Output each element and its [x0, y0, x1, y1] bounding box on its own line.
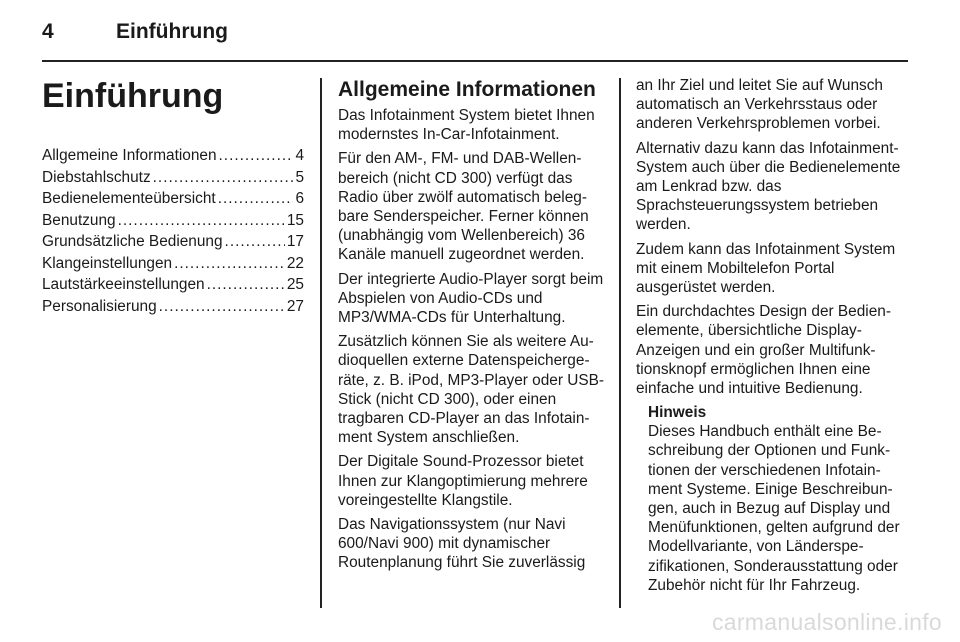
- toc-entry-label: Grundsätzliche Bedienung: [42, 233, 223, 250]
- body-paragraph: an Ihr Ziel und leitet Sie auf Wunsch automatisch an Verkehrsstaus oder anderen Verkehrsproblemen vorbei.: [636, 77, 883, 133]
- body-paragraph: Der integrierte Audio-Player sorgt beim Abspielen von Audio-CDs und MP3/WMA-CDs für Unterhaltung.: [338, 270, 604, 327]
- toc-entry-page: 17: [286, 233, 304, 250]
- toc-entry-page: 27: [286, 297, 304, 315]
- body-column-middle: [338, 76, 606, 578]
- toc-entry-label: Personalisierung: [42, 297, 157, 315]
- body-paragraph: Alternativ dazu kann das Infotainment-System auch über die Bedienelemente am Lenkrad bzw. das Sprachsteuerungssystem betrieben werden.: [636, 139, 901, 234]
- note-box: [648, 403, 908, 595]
- body-paragraph: Das Navigationssystem (nur Navi 600/Navi 900) mit dynamischer Routenplanung führt Sie zuverlässig: [338, 516, 586, 572]
- page-number: 4: [42, 20, 54, 43]
- toc-entry-label: Benutzung: [42, 211, 116, 229]
- toc-leader: [225, 232, 285, 251]
- body-column-right: [636, 76, 908, 595]
- note-text: Dieses Handbuch enthält eine Beschreibung der Optionen und Funktionen der verschiedenen Infotainment Systeme. Einige Beschreibungen, auch in Bezug auf Display und Menüfunktionen, gelten aufgrund der Modellvariante, von Länderspezifikationen, Sonderausstattung oder Zubehör nicht für Ihr Fahrzeug.: [648, 423, 900, 594]
- note-title: Hinweis: [648, 404, 707, 422]
- header-rule: [42, 60, 908, 62]
- body-paragraph: Zudem kann das Infotainment System mit einem Mobiltelefon Portal ausgerüstet werden.: [636, 240, 896, 297]
- table-of-contents: [42, 146, 304, 318]
- toc-entry-page: 25: [286, 276, 304, 293]
- column-divider-2: [619, 78, 621, 608]
- section-title: Allgemeine Informationen: [338, 78, 596, 101]
- body-paragraph: Für den AM-, FM- und DAB-Wellenbereich (nicht CD 300) verfügt das Radio über zwölf automatisch belegbare Senderspeicher. Ferner können (unabhängig vom Wellenbereich) 36 Kanäle manuell zugeordnet werden.: [338, 150, 589, 264]
- page-header: [0, 0, 960, 62]
- toc-entry[interactable]: [42, 275, 304, 297]
- toc-entry[interactable]: [42, 254, 304, 276]
- toc-entry-page: 4: [295, 147, 304, 164]
- toc-entry-label: Klangeinstellungen: [42, 254, 173, 272]
- toc-leader: [207, 275, 285, 294]
- toc-entry-page: 22: [286, 254, 304, 272]
- toc-column: [42, 76, 304, 318]
- body-paragraph: Zusätzlich können Sie als weitere Audioquellen externe Datenspeichergeräte, z. B. iPod, MP3-Player oder USB-Stick (nicht CD 300), oder einen tragbaren CD-Player an das Infotainment System anschließen.: [338, 333, 605, 447]
- toc-entry-page: 15: [286, 211, 304, 229]
- toc-entry-label: Diebstahlschutz: [42, 168, 151, 186]
- toc-entry[interactable]: [42, 168, 304, 190]
- body-paragraph: Das Infotainment System bietet Ihnen modernstes In-Car-Infotainment.: [338, 107, 595, 144]
- toc-entry[interactable]: [42, 211, 304, 233]
- body-paragraph: Der Digitale Sound-Prozessor bietet Ihnen zur Klangoptimierung mehrere voreingestellte Klangstile.: [338, 453, 588, 509]
- column-divider-1: [320, 78, 322, 608]
- toc-leader: [153, 168, 294, 187]
- toc-leader: [174, 254, 285, 273]
- toc-entry-page: 6: [295, 190, 304, 207]
- toc-entry[interactable]: [42, 146, 304, 168]
- toc-leader: [159, 297, 285, 316]
- toc-entry-label: Lautstärkeeinstellungen: [42, 276, 205, 293]
- toc-entry-label: Allgemeine Informationen: [42, 147, 217, 164]
- toc-entry[interactable]: [42, 232, 304, 254]
- chapter-title: Einführung: [42, 77, 224, 115]
- body-paragraph: Ein durchdachtes Design der Bedienelemente, übersichtliche Display-Anzeigen und ein großer Multifunktionsknopf ermöglichen Ihnen eine einfache und intuitive Bedienung.: [636, 303, 891, 398]
- toc-leader: [219, 146, 294, 165]
- toc-leader: [218, 189, 294, 208]
- running-header-title: Einführung: [116, 20, 228, 43]
- watermark: carmanualsonline.info: [711, 609, 942, 635]
- toc-entry[interactable]: [42, 189, 304, 211]
- toc-entry-page: 5: [295, 168, 304, 186]
- toc-entry-label: Bedienelementeübersicht: [42, 190, 216, 207]
- toc-leader: [118, 211, 285, 230]
- toc-entry[interactable]: [42, 297, 304, 319]
